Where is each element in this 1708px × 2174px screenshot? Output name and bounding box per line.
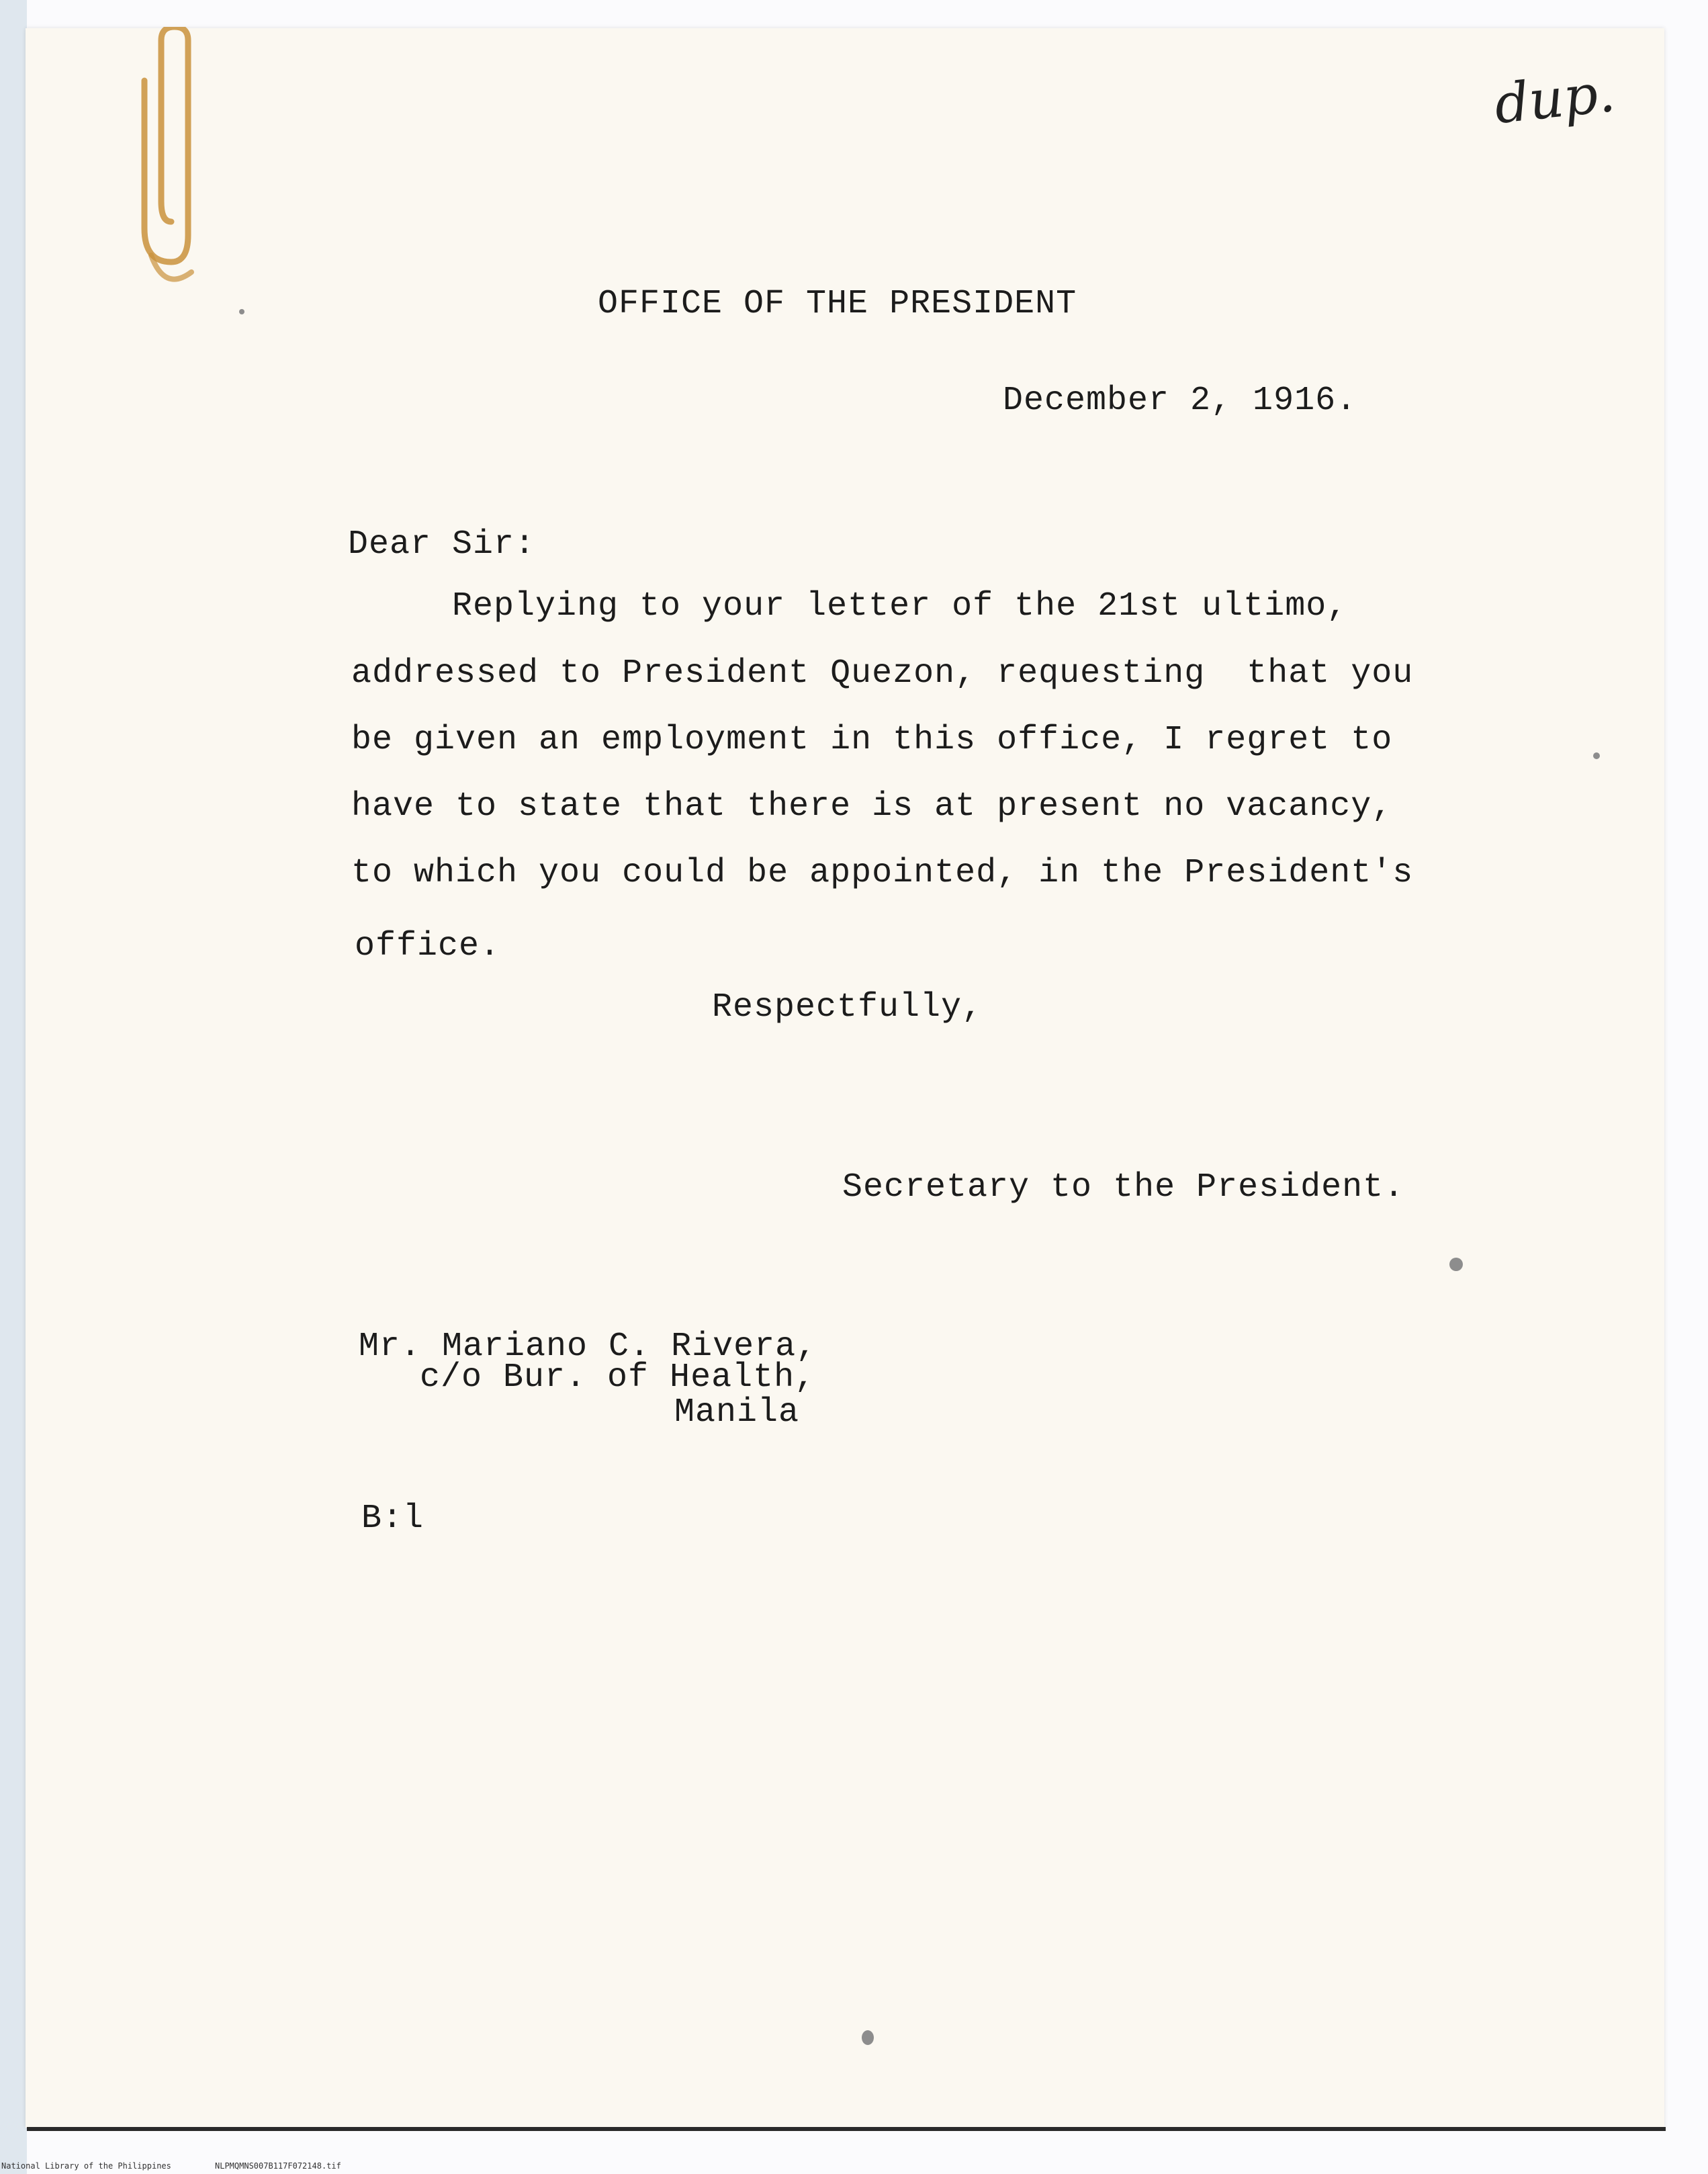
- ink-speck: [862, 2030, 874, 2045]
- letter-heading: OFFICE OF THE PRESIDENT: [598, 285, 1077, 323]
- salutation: Dear Sir:: [348, 525, 536, 564]
- letter-date: December 2, 1916.: [1003, 382, 1357, 420]
- body-line: to which you could be appointed, in the President's: [351, 854, 1414, 892]
- recipient-city: Manila: [674, 1393, 800, 1432]
- body-line: Replying to your letter of the 21st ultimo,: [452, 587, 1348, 625]
- reference-initials: B:l: [361, 1499, 424, 1538]
- footer-source: National Library of the Philippines: [1, 2161, 171, 2171]
- footer-file-name: NLPMQMNS007B117F072148.tif: [215, 2161, 341, 2171]
- body-line: office.: [355, 927, 501, 965]
- paperclip-stain-icon: [124, 27, 198, 282]
- ink-speck: [239, 309, 244, 314]
- body-line: addressed to President Quezon, requesting that you: [351, 654, 1414, 693]
- letter-page: [26, 28, 1664, 2128]
- ink-speck: [1449, 1258, 1463, 1271]
- recipient-care-of: c/o Bur. of Health,: [420, 1358, 816, 1397]
- scan-left-margin: [0, 0, 27, 2174]
- signature-title: Secretary to the President.: [842, 1168, 1405, 1207]
- closing: Respectfully,: [712, 988, 983, 1027]
- page-bottom-edge: [27, 2127, 1666, 2131]
- ink-speck: [1593, 752, 1600, 759]
- body-line: have to state that there is at present no vacancy,: [351, 787, 1393, 826]
- recipient-name: Mr. Mariano C. Rivera,: [359, 1328, 817, 1366]
- handwritten-annotation: dup.: [1491, 60, 1618, 136]
- body-line: be given an employment in this office, I regret to: [351, 721, 1393, 759]
